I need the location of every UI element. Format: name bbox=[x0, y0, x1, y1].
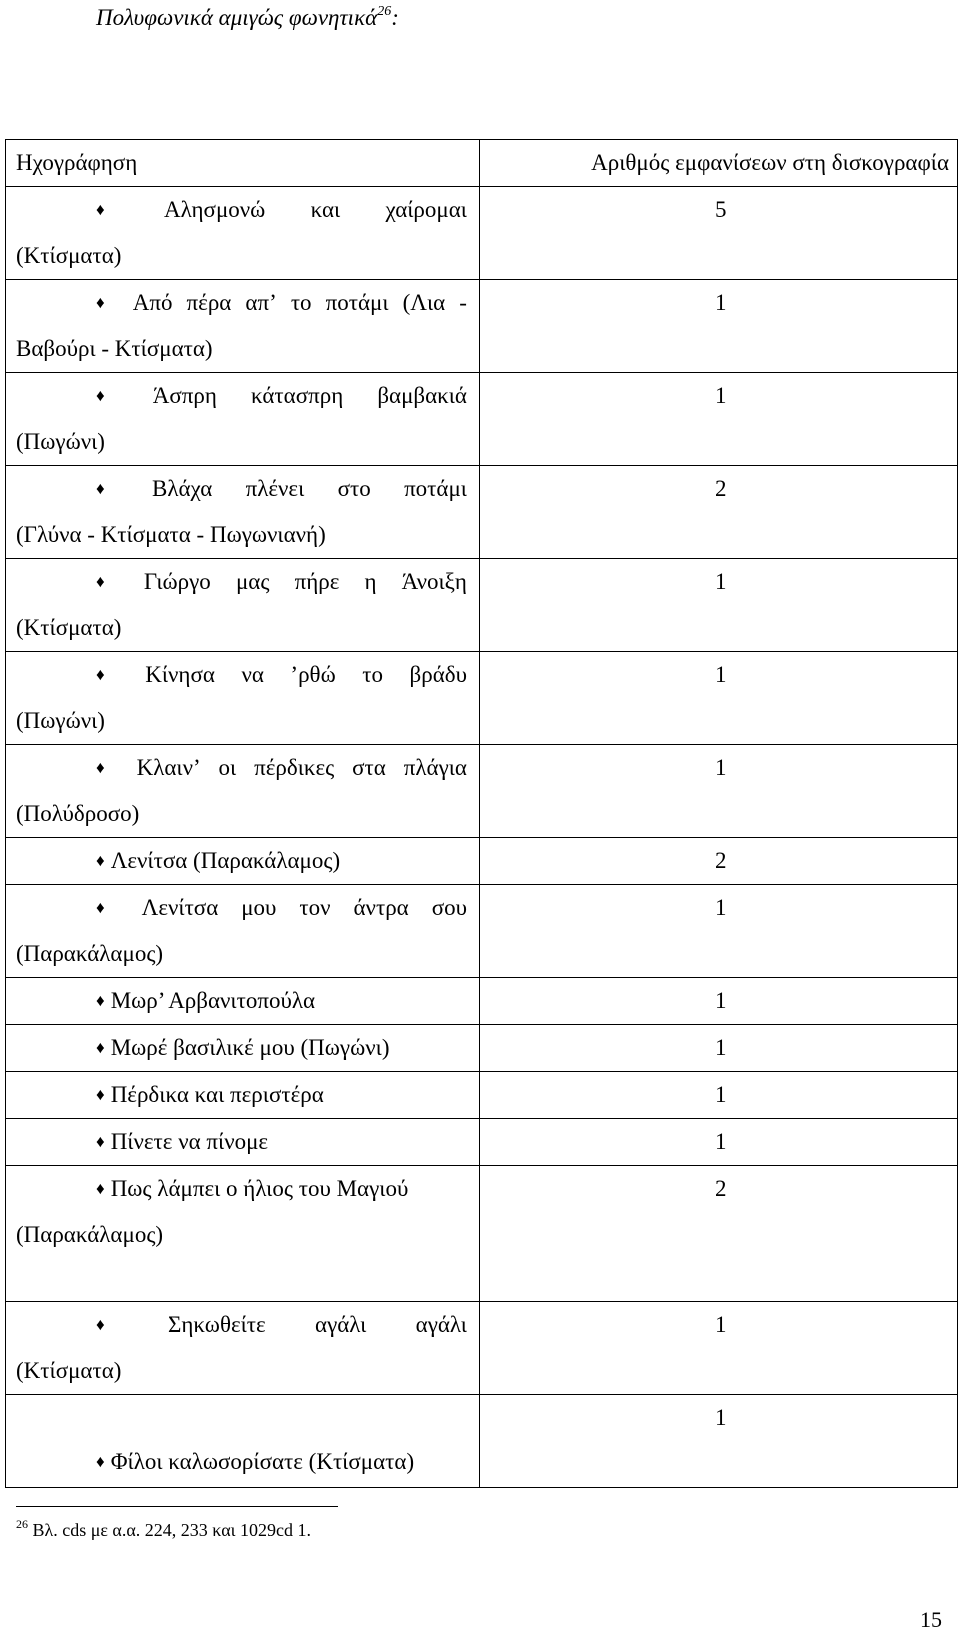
recording-title-word: πήρε bbox=[294, 569, 340, 594]
table-row bbox=[6, 280, 958, 373]
appearance-count-cell bbox=[480, 978, 958, 1025]
recording-name-cell bbox=[6, 1395, 480, 1488]
appearance-count: 1 bbox=[715, 290, 727, 315]
appearance-count-cell bbox=[480, 373, 958, 466]
diamond-bullet-icon: ♦ bbox=[96, 851, 105, 870]
table-row bbox=[6, 466, 958, 559]
recording-name-cell bbox=[6, 652, 480, 745]
table-row bbox=[6, 652, 958, 745]
appearance-count: 1 bbox=[715, 895, 727, 920]
recording-name-cell bbox=[6, 1302, 480, 1395]
recording-title-word: Γιώργο bbox=[143, 569, 211, 594]
appearance-count: 1 bbox=[715, 755, 727, 780]
recording-title-word: Πέρδικα και περιστέρα bbox=[110, 1082, 324, 1107]
recording-name-cell bbox=[6, 466, 480, 559]
recording-title-word: βαμβακιά bbox=[377, 383, 467, 408]
recording-title-word: σου bbox=[431, 895, 467, 920]
footnote-ref: 26 bbox=[377, 4, 392, 19]
recording-title-word: στα bbox=[352, 755, 386, 780]
diamond-bullet-icon: ♦ bbox=[96, 479, 105, 498]
recording-title-line bbox=[16, 1025, 467, 1071]
recording-title-word: ποτάμι bbox=[404, 476, 467, 501]
recording-title-word: Λενίτσα (Παρακάλαμος) bbox=[110, 848, 341, 873]
appearance-count-cell bbox=[480, 187, 958, 280]
recording-title-word: βράδυ bbox=[409, 662, 467, 687]
table-row bbox=[6, 187, 958, 280]
heading-suffix: : bbox=[391, 5, 399, 30]
recording-title-line bbox=[16, 1119, 467, 1165]
recording-title-word: τον bbox=[299, 895, 331, 920]
section-heading bbox=[96, 2, 399, 38]
appearance-count: 2 bbox=[715, 1176, 727, 1201]
diamond-bullet-icon: ♦ bbox=[96, 665, 105, 684]
appearance-count: 5 bbox=[715, 197, 727, 222]
diamond-bullet-icon: ♦ bbox=[96, 572, 105, 591]
recording-title-word: πέρδικες bbox=[254, 755, 335, 780]
appearance-count: 1 bbox=[715, 1035, 727, 1060]
recording-title-word: απ’ bbox=[245, 290, 277, 315]
recording-location-line: Βαβούρι - Κτίσματα) bbox=[16, 336, 213, 361]
appearance-count-cell bbox=[480, 559, 958, 652]
heading-text: Πολυφωνικά αμιγώς φωνητικά bbox=[96, 5, 378, 30]
recording-location-line: (Πολύδροσο) bbox=[16, 801, 140, 826]
appearance-count-cell bbox=[480, 1395, 958, 1488]
table-row bbox=[6, 1166, 958, 1302]
appearance-count: 1 bbox=[715, 1129, 727, 1154]
recording-title-line bbox=[16, 559, 467, 605]
recording-title-line bbox=[16, 1166, 467, 1212]
recording-title-word: το bbox=[290, 290, 312, 315]
appearance-count-cell bbox=[480, 838, 958, 885]
table-header-row bbox=[6, 140, 958, 187]
diamond-bullet-icon: ♦ bbox=[96, 758, 105, 777]
page-number: 15 bbox=[920, 1607, 942, 1632]
recording-title-line bbox=[16, 1302, 467, 1348]
diamond-bullet-icon: ♦ bbox=[96, 1179, 105, 1198]
appearance-count: 2 bbox=[715, 476, 727, 501]
appearance-count-cell bbox=[480, 652, 958, 745]
header-recording: Ηχογράφηση bbox=[6, 140, 480, 187]
recording-title-word: άντρα bbox=[353, 895, 409, 920]
diamond-bullet-icon: ♦ bbox=[96, 1085, 105, 1104]
recording-title-word: Αλησμονώ bbox=[163, 197, 266, 222]
table-row bbox=[6, 1072, 958, 1119]
appearance-count-cell bbox=[480, 885, 958, 978]
table-row bbox=[6, 745, 958, 838]
table-row bbox=[6, 373, 958, 466]
recording-location-line: (Κτίσματα) bbox=[16, 615, 122, 640]
recording-title-line bbox=[16, 652, 467, 698]
recording-title-word: πλάγια bbox=[403, 755, 467, 780]
appearance-count: 1 bbox=[715, 1312, 727, 1337]
recording-title-word: (Λια bbox=[402, 290, 446, 315]
recording-title-word: το bbox=[362, 662, 383, 687]
recording-name-cell bbox=[6, 745, 480, 838]
recording-location-line: (Παρακάλαμος) bbox=[16, 1222, 164, 1247]
appearance-count-cell bbox=[480, 280, 958, 373]
footnote bbox=[16, 1517, 311, 1545]
diamond-bullet-icon: ♦ bbox=[96, 898, 105, 917]
recording-title-line bbox=[16, 838, 467, 884]
recording-name-cell bbox=[6, 1166, 480, 1302]
recording-title-line bbox=[16, 745, 467, 791]
diamond-bullet-icon: ♦ bbox=[96, 386, 105, 405]
diamond-bullet-icon: ♦ bbox=[96, 1315, 105, 1334]
recording-location-line: (Πωγώνι) bbox=[16, 708, 105, 733]
recording-title-word: Από bbox=[132, 290, 173, 315]
recording-title-word: Μωρέ βασιλικέ μου (Πωγώνι) bbox=[110, 1035, 390, 1060]
table-row bbox=[6, 1302, 958, 1395]
recording-title-word: οι bbox=[218, 755, 237, 780]
appearance-count: 1 bbox=[715, 988, 727, 1013]
recording-name-cell bbox=[6, 885, 480, 978]
recording-title-word: Βλάχα bbox=[152, 476, 213, 501]
table-row bbox=[6, 838, 958, 885]
recording-title-word: Κλαιν’ bbox=[136, 755, 201, 780]
recording-location-line: (Κτίσματα) bbox=[16, 1358, 122, 1383]
recording-name-cell bbox=[6, 978, 480, 1025]
appearance-count: 1 bbox=[715, 569, 727, 594]
appearance-count: 2 bbox=[715, 848, 727, 873]
table-row bbox=[6, 1119, 958, 1166]
recording-location-line: (Παρακάλαμος) bbox=[16, 941, 164, 966]
diamond-bullet-icon: ♦ bbox=[96, 200, 105, 219]
recording-location-line: (Κτίσματα) bbox=[16, 243, 122, 268]
recording-title-word: Σηκωθείτε bbox=[168, 1312, 266, 1337]
recordings-table bbox=[5, 139, 958, 1488]
recording-location-line: (Πωγώνι) bbox=[16, 429, 105, 454]
recording-title-word: και bbox=[310, 197, 341, 222]
recording-name-cell bbox=[6, 373, 480, 466]
recording-title-word: μας bbox=[235, 569, 270, 594]
diamond-bullet-icon: ♦ bbox=[96, 1038, 105, 1057]
appearance-count-cell bbox=[480, 1025, 958, 1072]
table-row bbox=[6, 1025, 958, 1072]
recording-title-word: Κίνησα bbox=[145, 662, 215, 687]
recording-name-cell bbox=[6, 280, 480, 373]
recording-title-word: - bbox=[459, 290, 467, 315]
recording-title-line bbox=[16, 280, 467, 326]
recording-title-word: ’ρθώ bbox=[290, 662, 336, 687]
recording-title-word: πέρα bbox=[186, 290, 232, 315]
appearance-count-cell bbox=[480, 1302, 958, 1395]
appearance-count-cell bbox=[480, 745, 958, 838]
recording-title-word: Άνοιξη bbox=[401, 569, 467, 594]
recording-title-word: στο bbox=[337, 476, 371, 501]
table-row bbox=[6, 885, 958, 978]
diamond-bullet-icon: ♦ bbox=[96, 1132, 105, 1151]
appearance-count: 1 bbox=[715, 383, 727, 408]
recording-name-cell bbox=[6, 1072, 480, 1119]
appearance-count-cell bbox=[480, 1072, 958, 1119]
recording-title-line bbox=[16, 187, 467, 233]
recording-title-word: μου bbox=[241, 895, 277, 920]
recording-title-line bbox=[16, 1439, 467, 1485]
recording-name-cell bbox=[6, 1025, 480, 1072]
diamond-bullet-icon: ♦ bbox=[96, 293, 105, 312]
appearance-count: 1 bbox=[715, 1082, 727, 1107]
appearance-count-cell bbox=[480, 1119, 958, 1166]
recording-title-word: πλένει bbox=[245, 476, 305, 501]
recording-title-word: Άσπρη bbox=[152, 383, 217, 408]
recording-name-cell bbox=[6, 559, 480, 652]
table-row bbox=[6, 978, 958, 1025]
recording-title-word: αγάλι bbox=[315, 1312, 367, 1337]
recording-title-word: Μωρ’ Αρβανιτοπούλα bbox=[110, 988, 316, 1013]
recording-title-word: να bbox=[241, 662, 264, 687]
recording-title-word: Φίλοι καλωσορίσατε (Κτίσματα) bbox=[110, 1449, 415, 1474]
recording-title-word: ποτάμι bbox=[325, 290, 389, 315]
recording-title-word: Πως λάμπει ο ήλιος του Μαγιού bbox=[110, 1176, 409, 1201]
header-appearances: Αριθμός εμφανίσεων στη δισκογραφία bbox=[480, 140, 958, 187]
appearance-count-cell bbox=[480, 1166, 958, 1302]
diamond-bullet-icon: ♦ bbox=[96, 1452, 105, 1471]
table-row bbox=[6, 559, 958, 652]
recording-title-word: χαίρομαι bbox=[385, 197, 467, 222]
recording-name-cell bbox=[6, 1119, 480, 1166]
recording-title-line bbox=[16, 466, 467, 512]
diamond-bullet-icon: ♦ bbox=[96, 991, 105, 1010]
recording-title-word: αγάλι bbox=[415, 1312, 467, 1337]
footnote-text: Βλ. cds με α.α. 224, 233 και 1029cd 1. bbox=[32, 1520, 311, 1540]
recording-title-line bbox=[16, 885, 467, 931]
recording-name-cell bbox=[6, 838, 480, 885]
footnote-number: 26 bbox=[16, 1517, 28, 1531]
recording-title-line bbox=[16, 1072, 467, 1118]
footnote-rule bbox=[16, 1506, 338, 1507]
recording-title-word: Πίνετε να πίνομε bbox=[110, 1129, 269, 1154]
recording-title-word: η bbox=[364, 569, 377, 594]
recording-name-cell bbox=[6, 187, 480, 280]
recording-title-line bbox=[16, 978, 467, 1024]
appearance-count: 1 bbox=[715, 1405, 727, 1430]
recording-title-line bbox=[16, 373, 467, 419]
recording-location-line: (Γλύνα - Κτίσματα - Πωγωνιανή) bbox=[16, 522, 326, 547]
recording-title-word: Λενίτσα bbox=[141, 895, 219, 920]
recording-title-word: κάτασπρη bbox=[250, 383, 344, 408]
table-row bbox=[6, 1395, 958, 1488]
appearance-count-cell bbox=[480, 466, 958, 559]
appearance-count: 1 bbox=[715, 662, 727, 687]
